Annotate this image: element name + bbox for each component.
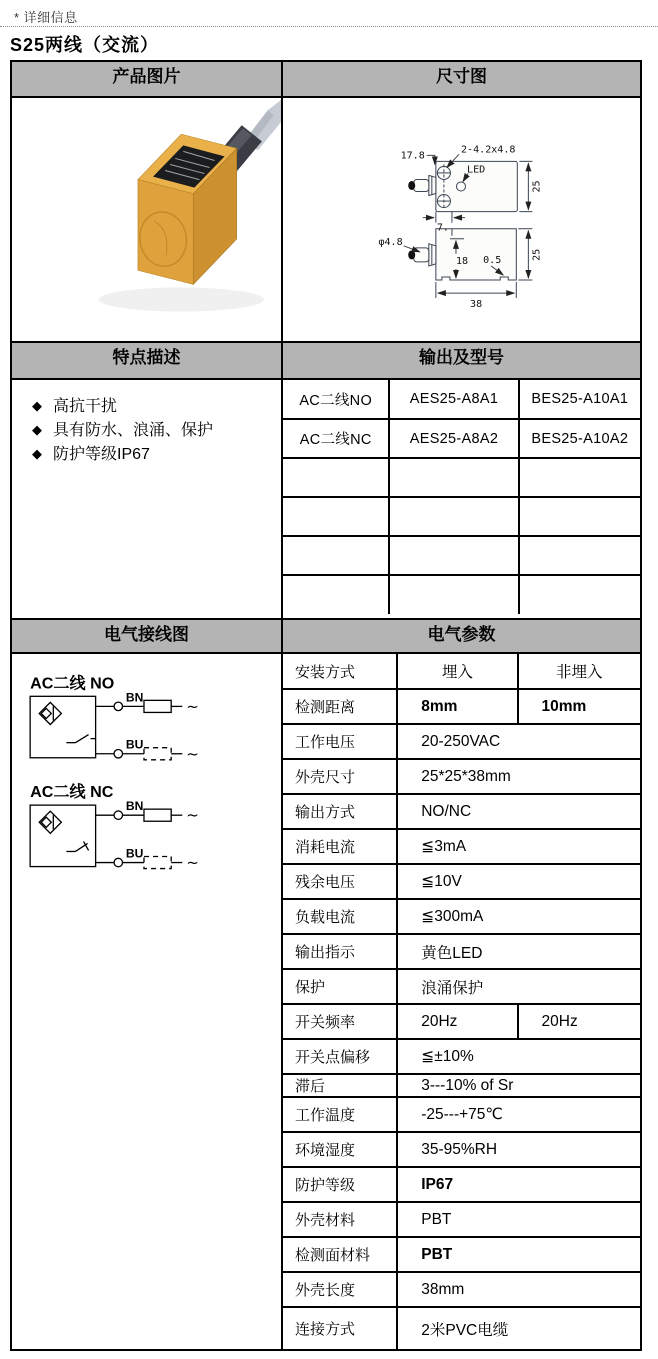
feature-text: 防护等级IP67 xyxy=(53,446,150,463)
model-row xyxy=(283,536,640,575)
param-row xyxy=(283,1202,640,1237)
param-row xyxy=(283,724,640,759)
param-row xyxy=(283,1167,640,1202)
param-row xyxy=(283,1004,640,1039)
nc-contact-symbol xyxy=(66,841,88,851)
model-cell xyxy=(389,536,518,575)
header-output-models: 输出及型号 xyxy=(282,342,641,379)
model-cell xyxy=(519,497,640,536)
model-cell xyxy=(389,497,518,536)
detail-note: * 详细信息 xyxy=(14,10,78,25)
feature-text: 具有防水、浪涌、保护 xyxy=(53,422,214,439)
models-cell xyxy=(282,379,641,619)
param-row xyxy=(283,1307,640,1349)
model-row xyxy=(283,458,640,497)
param-row xyxy=(283,689,640,724)
param-value: 20Hz xyxy=(518,1004,640,1039)
svg-text:BN: BN xyxy=(125,690,144,705)
param-row xyxy=(283,654,640,689)
param-value: 25*25*38mm xyxy=(397,759,640,794)
dimension-drawing-cell xyxy=(282,97,641,342)
param-row xyxy=(283,934,640,969)
svg-text:BU: BU xyxy=(125,737,144,752)
svg-text:25: 25 xyxy=(531,180,543,193)
model-row xyxy=(283,380,640,419)
no-contact-symbol xyxy=(66,735,95,743)
feature-text: 高抗干扰 xyxy=(53,398,118,415)
svg-text:φ4.8: φ4.8 xyxy=(378,236,403,248)
param-value: 黄色LED xyxy=(397,934,640,969)
svg-text:BU: BU xyxy=(125,846,144,861)
param-value: 20Hz xyxy=(397,1004,517,1039)
svg-text:LED: LED xyxy=(467,164,486,176)
param-value: 38mm xyxy=(397,1272,640,1307)
param-row xyxy=(283,794,640,829)
param-row xyxy=(283,1039,640,1074)
param-label: 开关频率 xyxy=(283,1004,397,1039)
model-cell: BES25-A10A1 xyxy=(519,380,640,419)
header-wiring: 电气接线图 xyxy=(11,619,282,653)
svg-text:0.5: 0.5 xyxy=(483,254,502,266)
model-cell: AES25-A8A1 xyxy=(389,380,518,419)
param-row xyxy=(283,1097,640,1132)
param-label: 负载电流 xyxy=(283,899,397,934)
svg-text:AC二线 NC: AC二线 NC xyxy=(30,783,114,802)
section-header-row xyxy=(11,619,641,653)
params-cell xyxy=(282,653,641,1350)
model-cell: AC二线NC xyxy=(283,419,389,458)
diamond-bullet-icon: ◆ xyxy=(32,398,42,413)
svg-text:~: ~ xyxy=(186,853,199,872)
param-label: 环境湿度 xyxy=(283,1132,397,1167)
param-row xyxy=(283,1132,640,1167)
param-label: 安装方式 xyxy=(283,654,397,689)
param-label: 消耗电流 xyxy=(283,829,397,864)
param-label: 工作电压 xyxy=(283,724,397,759)
feature-item xyxy=(32,394,281,418)
model-cell xyxy=(519,458,640,497)
model-cell: AC二线NO xyxy=(283,380,389,419)
param-row xyxy=(283,1074,640,1097)
param-row xyxy=(283,899,640,934)
model-row xyxy=(283,419,640,458)
param-value: ≦300mA xyxy=(397,899,640,934)
image-row xyxy=(11,97,641,342)
model-cell xyxy=(283,497,389,536)
svg-text:38: 38 xyxy=(470,299,483,311)
param-value: 8mm xyxy=(397,689,517,724)
svg-text:~: ~ xyxy=(186,806,199,825)
model-cell xyxy=(283,536,389,575)
param-value: 埋入 xyxy=(397,654,517,689)
param-value: 10mm xyxy=(518,689,640,724)
param-row xyxy=(283,759,640,794)
param-value: IP67 xyxy=(397,1167,640,1202)
feature-item xyxy=(32,418,281,442)
model-cell xyxy=(389,458,518,497)
svg-text:17.8: 17.8 xyxy=(400,150,425,162)
param-label: 滞后 xyxy=(283,1074,397,1097)
diamond-bullet-icon: ◆ xyxy=(32,422,42,437)
param-label: 外壳尺寸 xyxy=(283,759,397,794)
svg-text:18: 18 xyxy=(455,255,469,267)
param-label: 连接方式 xyxy=(283,1307,397,1349)
wiring-diagram-cell xyxy=(11,653,282,1350)
sensor-symbol xyxy=(39,811,61,833)
param-value: 非埋入 xyxy=(518,654,640,689)
params-table xyxy=(283,654,640,1349)
model-cell: AES25-A8A2 xyxy=(389,419,518,458)
spec-table xyxy=(10,60,642,1351)
features-list xyxy=(12,380,281,466)
features-cell xyxy=(11,379,282,619)
param-value: ≦3mA xyxy=(397,829,640,864)
param-value: PBT xyxy=(397,1202,640,1237)
model-cell: BES25-A10A2 xyxy=(519,419,640,458)
param-value: -25---+75℃ xyxy=(397,1097,640,1132)
header-features: 特点描述 xyxy=(11,342,282,379)
param-label: 残余电压 xyxy=(283,864,397,899)
page-title: S25两线（交流） xyxy=(10,35,160,55)
dimension-drawing xyxy=(283,98,640,340)
param-label: 保护 xyxy=(283,969,397,1004)
section-header-row xyxy=(11,342,641,379)
param-label: 外壳长度 xyxy=(283,1272,397,1307)
sensor-body xyxy=(136,134,237,284)
param-value: ≦±10% xyxy=(397,1039,640,1074)
header-dimensions: 尺寸图 xyxy=(282,61,641,97)
param-value: 20-250VAC xyxy=(397,724,640,759)
svg-text:7.: 7. xyxy=(436,222,449,234)
param-label: 检测面材料 xyxy=(283,1237,397,1272)
param-value: 浪涌保护 xyxy=(397,969,640,1004)
param-row xyxy=(283,969,640,1004)
product-photo xyxy=(12,98,281,341)
model-cell xyxy=(389,575,518,614)
param-value: 35-95%RH xyxy=(397,1132,640,1167)
param-label: 检测距离 xyxy=(283,689,397,724)
features-models-row xyxy=(11,379,641,619)
model-cell xyxy=(519,575,640,614)
svg-text:2-4.2x4.8: 2-4.2x4.8 xyxy=(460,144,516,156)
param-row xyxy=(283,1237,640,1272)
param-value: NO/NC xyxy=(397,794,640,829)
svg-text:AC二线 NO: AC二线 NO xyxy=(30,674,115,693)
detail-note-bar xyxy=(0,0,658,27)
sensor-symbol xyxy=(39,702,61,724)
svg-text:~: ~ xyxy=(186,744,199,763)
model-row xyxy=(283,497,640,536)
model-row xyxy=(283,575,640,614)
header-product-image: 产品图片 xyxy=(11,61,282,97)
diamond-bullet-icon: ◆ xyxy=(32,446,42,461)
model-cell xyxy=(283,575,389,614)
model-cell xyxy=(283,458,389,497)
param-label: 工作温度 xyxy=(283,1097,397,1132)
param-row xyxy=(283,1272,640,1307)
wiring-nc-diagram xyxy=(30,783,199,872)
param-row xyxy=(283,864,640,899)
wiring-no-diagram xyxy=(30,674,199,763)
param-row xyxy=(283,829,640,864)
feature-item xyxy=(32,442,281,466)
param-label: 开关点偏移 xyxy=(283,1039,397,1074)
param-value: 3---10% of Sr xyxy=(397,1074,640,1097)
svg-text:25: 25 xyxy=(531,248,543,261)
param-label: 防护等级 xyxy=(283,1167,397,1202)
param-value: ≦10V xyxy=(397,864,640,899)
section-header-row xyxy=(11,61,641,97)
svg-text:BN: BN xyxy=(125,799,144,814)
model-table xyxy=(283,380,640,614)
product-photo-cell xyxy=(11,97,282,342)
param-label: 输出指示 xyxy=(283,934,397,969)
param-value: 2米PVC电缆 xyxy=(397,1307,640,1349)
wiring-params-row xyxy=(11,653,641,1350)
model-cell xyxy=(519,536,640,575)
svg-text:~: ~ xyxy=(186,697,199,716)
wiring-diagrams xyxy=(12,654,281,1349)
param-label: 输出方式 xyxy=(283,794,397,829)
header-parameters: 电气参数 xyxy=(282,619,641,653)
param-value: PBT xyxy=(397,1237,640,1272)
param-label: 外壳材料 xyxy=(283,1202,397,1237)
